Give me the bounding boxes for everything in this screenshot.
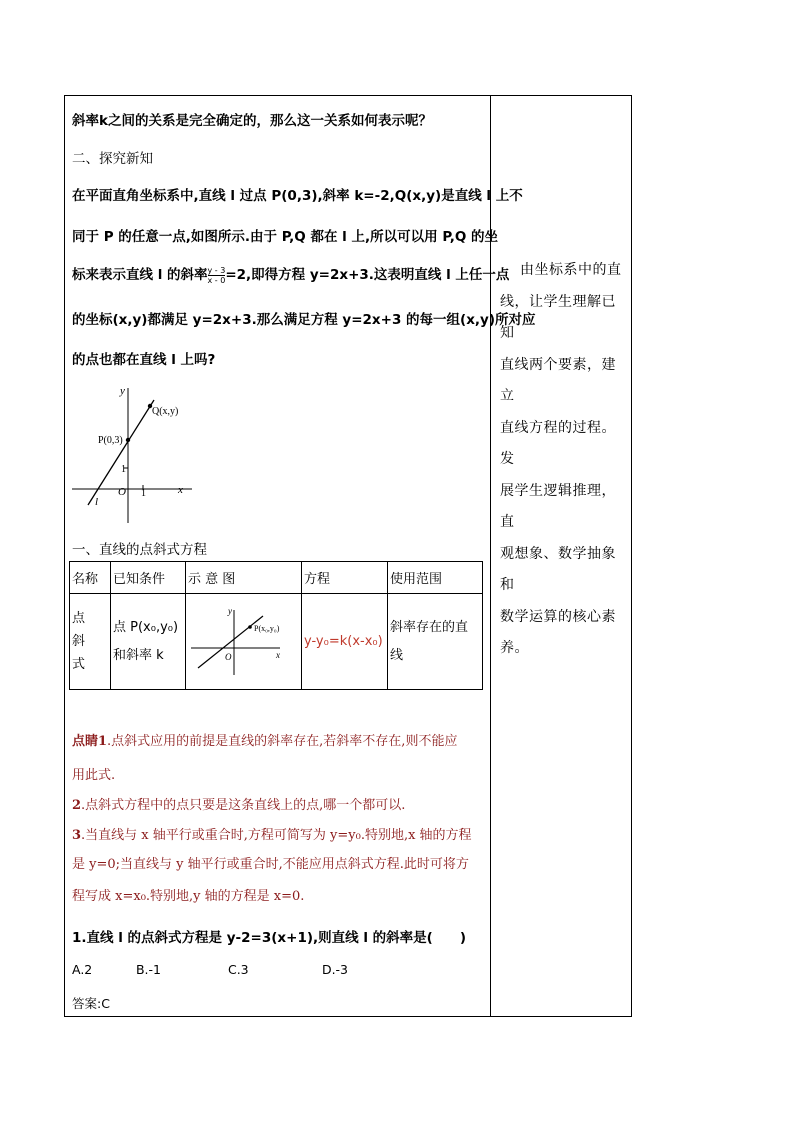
point-p xyxy=(126,438,130,442)
p-label: P(0,3) xyxy=(98,435,123,446)
y-tick-label: 1 xyxy=(121,464,126,475)
note-3: 3.当直线与 x 轴平行或重合时,方程可简写为 y=y₀.特别地,x 轴的方程 xyxy=(72,828,472,843)
th-equation: 方程 xyxy=(302,562,388,594)
td-equation: y-y₀=k(x-x₀) xyxy=(302,594,388,690)
td-scope: 斜率存在的直线 xyxy=(388,594,483,690)
frac-num: y - 3 xyxy=(207,265,226,275)
para-line-3 xyxy=(72,263,509,285)
options-row xyxy=(72,962,348,977)
line-graph xyxy=(64,380,204,530)
para-line-3b: =2,即得方程 y=2x+3.这表明直线 l 上任一点 xyxy=(225,267,510,283)
para-line-4: 的坐标(x,y)都满足 y=2x+3.那么满足方程 y=2x+3 的每一组(x,y)所对应 xyxy=(72,312,536,328)
option-a: A.2 xyxy=(72,962,93,977)
para-line-1: 在平面直角坐标系中,直线 l 过点 P(0,3),斜率 k=-2,Q(x,y)是直线 l 上不 xyxy=(72,188,523,204)
q-label: Q(x,y) xyxy=(152,406,179,417)
side-commentary: 由坐标系中的直 线，让学生理解已知 直线两个要素，建立 直线方程的过程。发 展学生逻辑推理，直 观想象、数学抽象和 数学运算的核心素 养。 xyxy=(500,262,622,656)
mini-graph xyxy=(188,600,293,680)
note-1-line2: 用此式. xyxy=(72,768,116,783)
svg-text:y: y xyxy=(228,605,232,616)
td-name: 点 斜 式 xyxy=(70,594,111,690)
y-label: y xyxy=(120,385,125,397)
l-label: l xyxy=(95,496,99,508)
para-line-2: 同于 P 的任意一点,如图所示.由于 P,Q 都在 l 上,所以可以用 P,Q 的坐 xyxy=(72,229,499,245)
section2-heading: 二、探究新知 xyxy=(72,151,153,167)
note-2: 2.点斜式方程中的点只要是这条直线上的点,哪一个都可以. xyxy=(72,798,406,813)
para-line-5: 的点也都在直线 l 上吗? xyxy=(72,352,216,368)
table-header-row xyxy=(70,562,483,594)
th-scope: 使用范围 xyxy=(388,562,483,594)
intro-line: 斜率k之间的关系是完全确定的，那么这一关系如何表示呢？ xyxy=(72,113,432,129)
section1-heading: 一、直线的点斜式方程 xyxy=(72,542,207,558)
option-c: C.3 xyxy=(227,962,249,977)
table-row xyxy=(70,594,483,690)
svg-text:O: O xyxy=(225,651,232,662)
origin-label: O xyxy=(118,486,126,498)
option-b: B.-1 xyxy=(135,962,161,977)
answer: 答案:C xyxy=(72,996,110,1011)
th-diagram: 示 意 图 xyxy=(186,562,302,594)
x-label: x xyxy=(178,484,183,496)
th-condition: 已知条件 xyxy=(111,562,186,594)
td-diagram xyxy=(186,594,302,690)
frac-den: x - 0 xyxy=(207,275,226,285)
option-d: D.-3 xyxy=(321,962,349,977)
note-3-line3: 程写成 x=x₀.特别地,y 轴的方程是 x=0. xyxy=(72,889,305,904)
mini-point xyxy=(248,625,252,629)
svg-text:P(x₀,y₀): P(x₀,y₀) xyxy=(254,623,280,633)
svg-text:x: x xyxy=(276,649,280,660)
x-tick-label: 1 xyxy=(141,488,146,499)
slope-fraction xyxy=(208,266,226,285)
note-3-line2: 是 y=0;当直线与 y 轴平行或重合时,不能应用点斜式方程.此时可将方 xyxy=(72,857,469,872)
question: 1.直线 l 的点斜式方程是 y-2=3(x+1),则直线 l 的斜率是( ) xyxy=(72,930,466,946)
note-1: 点睛1.点斜式应用的前提是直线的斜率存在,若斜率不存在,则不能应 xyxy=(72,734,458,749)
formula-table xyxy=(69,561,483,690)
para-line-3a: 标来表示直线 l 的斜率 xyxy=(72,267,208,283)
th-name: 名称 xyxy=(70,562,111,594)
td-condition: 点 P(x₀,y₀) 和斜率 k xyxy=(111,594,186,690)
